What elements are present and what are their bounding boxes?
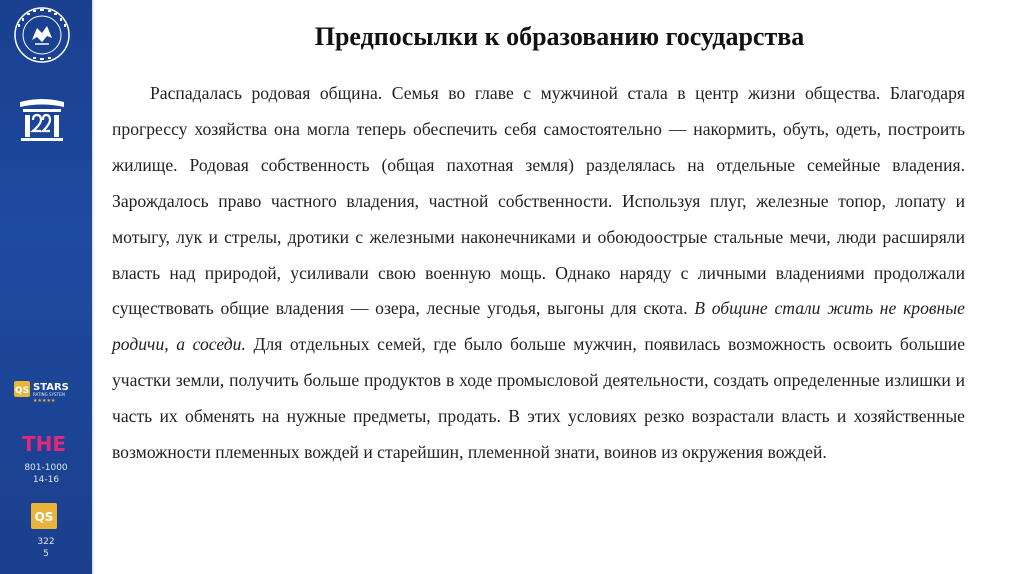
stars-label-text: STARS	[33, 382, 69, 393]
five-stars-icon	[33, 398, 56, 404]
sidebar-divider	[92, 0, 95, 574]
university-seal-logo	[13, 6, 71, 64]
qs-ranking-logo	[31, 503, 57, 529]
paragraph-text-part2: Для отдельных семей, где было больше мужчин, появилась возможность освоить большие участки земли, получить больше продуктов в ходе промысловой деятельности, создать определенные излишки и часть их обменять на нужные предметы, продать. В этих условиях резко возрастали власть и хозяйственные возможности племенных вождей и старейшин, племенной знати, воинов из окружения вождей.	[112, 334, 966, 463]
qs-stars-badge	[14, 379, 78, 403]
slide-body	[112, 76, 965, 471]
the-rank-range: 801-1000	[24, 463, 68, 473]
qs-rank-number: 322	[37, 537, 55, 547]
svg-text:★★★★★: ★★★★★	[33, 398, 56, 404]
the-logo-text: THE	[21, 432, 67, 456]
qs-logo-text: QS	[34, 510, 54, 524]
slide-title: Предпосылки к образованию государства	[314, 22, 805, 51]
anniversary-220-logo	[19, 98, 65, 142]
qs-brand-text: QS	[14, 386, 30, 396]
paragraph-italic-emphasis: В общине стали жить не кровные родичи, а соседи.	[112, 298, 965, 355]
qs-rank-sub: 5	[43, 549, 49, 559]
rating-system-text: RATING SYSTEM	[33, 392, 65, 397]
the-rank-years: 14-16	[32, 475, 60, 485]
sidebar	[0, 0, 92, 574]
the-ranking-logo	[21, 429, 67, 456]
body-paragraph	[112, 76, 965, 471]
paragraph-text-part1: Распадалась родовая община. Семья во главе с мужчиной стала в центр жизни общества. Благодаря прогрессу хозяйства она могла теперь обеспечить себя самостоятельно — накормить, обуть, одеть, построить жилище. Родовая собственность (общая пахотная земля) разделялась на отдельные семейные владения. Зарождалось право частного владения, частной собственности. Используя плуг, железные топор, лопату и мотыгу, лук и стрелы, дротики с железными наконечниками и обоюдоострые стальные мечи, люди расширяли власть над природой, усиливали свою военную мощь. Однако наряду с личными владениями продолжали существовать общие владения — озера, лесные угодья, выгоны для скота.	[112, 83, 965, 319]
